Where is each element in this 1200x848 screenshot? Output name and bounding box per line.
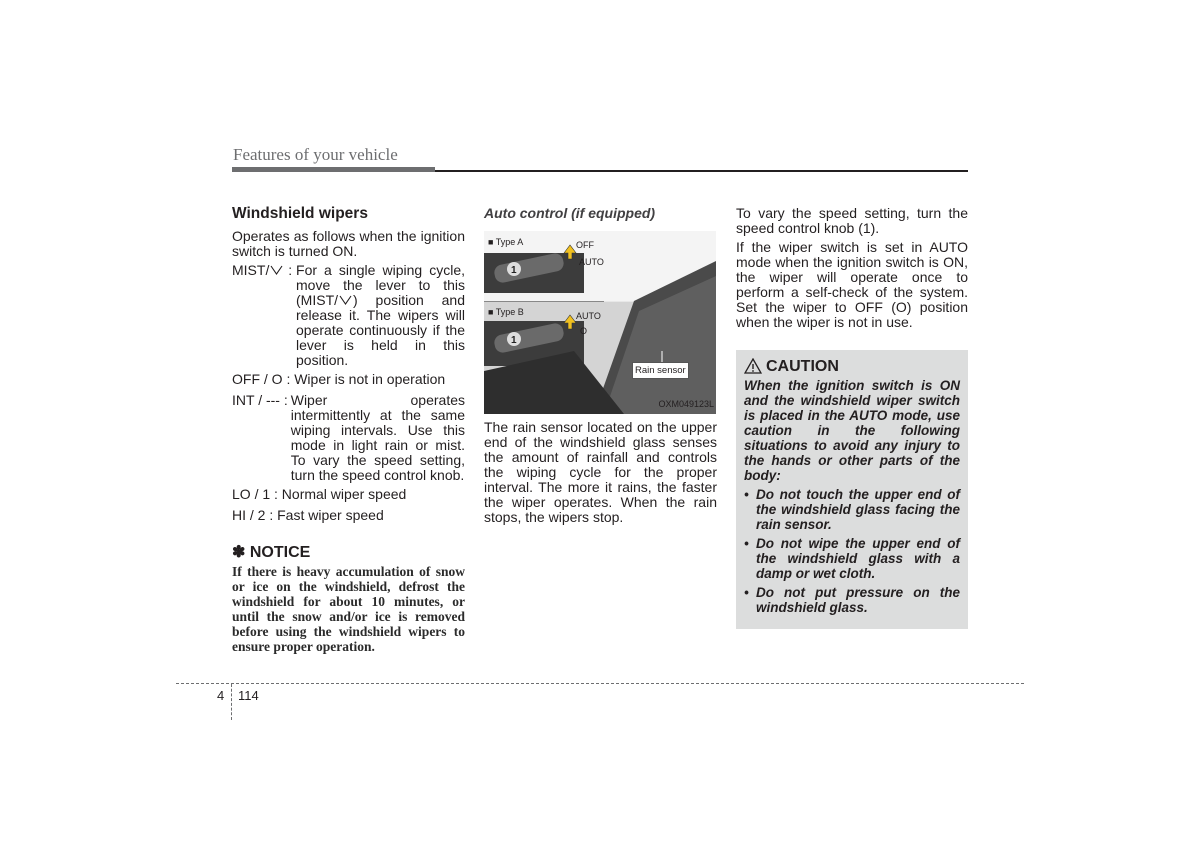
mist-desc-part1: For a single wiping cycle, move the lever to this (MIST/ — [296, 262, 465, 308]
notice-title: ✽ NOTICE — [232, 544, 311, 561]
bullet-dot: • — [744, 536, 749, 551]
mode-desc — [296, 263, 465, 368]
figure-code: OXM049123L — [658, 399, 714, 409]
bullet-text: Do not wipe the upper end of the windshield glass with a damp or wet cloth. — [756, 536, 960, 581]
chapter-number: 4 — [217, 688, 225, 703]
caution-bullet — [744, 585, 960, 615]
caution-box — [736, 350, 968, 629]
wiper-lever-figure — [484, 231, 716, 414]
mode-desc: Wiper operates intermittently at the same wiping intervals. Use this mode in light rain or mist. To vary the speed setting, turn the speed control knob. — [290, 392, 465, 483]
wiper-modes-list — [232, 263, 465, 523]
mist-desc-part2: ) position and release it. The wipers will operate continuously if the lever is held in this position. — [296, 292, 465, 368]
bullet-dot: • — [744, 585, 749, 600]
footer-rule — [176, 683, 1024, 684]
subsection-heading: Auto control (if equipped) — [484, 205, 656, 221]
page-number: 114 — [238, 688, 259, 703]
intro-text: Operates as follows when the ignition switch is turned ON. — [232, 228, 465, 259]
auto-label-a: AUTO — [579, 257, 604, 267]
column-right — [736, 206, 968, 629]
page-header-title: Features of your vehicle — [233, 145, 398, 164]
mist-label: MIST/ — [232, 262, 270, 278]
svg-text:1: 1 — [511, 335, 517, 346]
mist-v-icon-inline — [339, 295, 352, 305]
caution-title-text: CAUTION — [766, 357, 839, 375]
warning-triangle-icon — [744, 358, 762, 374]
bullet-dot: • — [744, 487, 749, 502]
rain-sensor-text: The rain sensor located on the upper end of the windshield glass senses the amount of rainfall and controls the wiping cycle for the proper interval. The more it rains, the faster the wiper operates. When the rain stops, the wipers stop. — [484, 419, 717, 525]
svg-text:1: 1 — [511, 265, 517, 276]
caution-bullet — [744, 487, 960, 532]
bullet-text: Do not touch the upper end of the windshield glass facing the rain sensor. — [756, 487, 960, 532]
caution-body: When the ignition switch is ON and the windshield wiper switch is placed in the AUTO mode, use caution in the following situations to avoid any injury to the hands or other parts of the body: — [744, 378, 960, 483]
auto-label-b: AUTO — [576, 311, 601, 321]
mist-v-icon — [270, 265, 283, 275]
footer-divider — [231, 684, 232, 720]
mode-mist — [232, 263, 465, 368]
caution-bullet — [744, 536, 960, 581]
type-b-label: ■ Type B — [488, 307, 524, 317]
auto-mode-text: If the wiper switch is set in AUTO mode when the ignition switch is ON, the wiper will operate once to perform a self-check of the system. Set the wiper to OFF (O) position when the wiper is not in use. — [736, 239, 968, 330]
o-label: O — [580, 326, 588, 336]
header-rule — [435, 170, 968, 172]
notice-body: If there is heavy accumulation of snow or ice on the windshield, defrost the windshield for about 10 minutes, or until the snow and/or ice is removed before using the windshield wipers to ensure proper operation. — [232, 564, 465, 654]
mode-off: OFF / O : Wiper is not in operation — [232, 371, 446, 387]
mode-hi: HI / 2 : Fast wiper speed — [232, 507, 384, 523]
mode-lo: LO / 1 : Normal wiper speed — [232, 486, 407, 502]
column-middle — [484, 206, 717, 525]
mode-int — [232, 393, 465, 483]
section-heading: Windshield wipers — [232, 205, 368, 222]
bullet-text: Do not put pressure on the windshield glass. — [756, 585, 960, 615]
off-label: OFF — [576, 240, 594, 250]
column-left — [232, 206, 465, 654]
rain-sensor-label: Rain sensor — [632, 362, 689, 379]
mode-term: MIST/ : — [232, 262, 297, 278]
header-bar — [232, 167, 435, 172]
figure-divider — [484, 301, 604, 302]
speed-setting-text: To vary the speed setting, turn the speed control knob (1). — [736, 205, 968, 236]
mode-term: INT / --- : — [232, 392, 288, 408]
type-a-label: ■ Type A — [488, 237, 524, 247]
caution-title — [744, 358, 960, 374]
